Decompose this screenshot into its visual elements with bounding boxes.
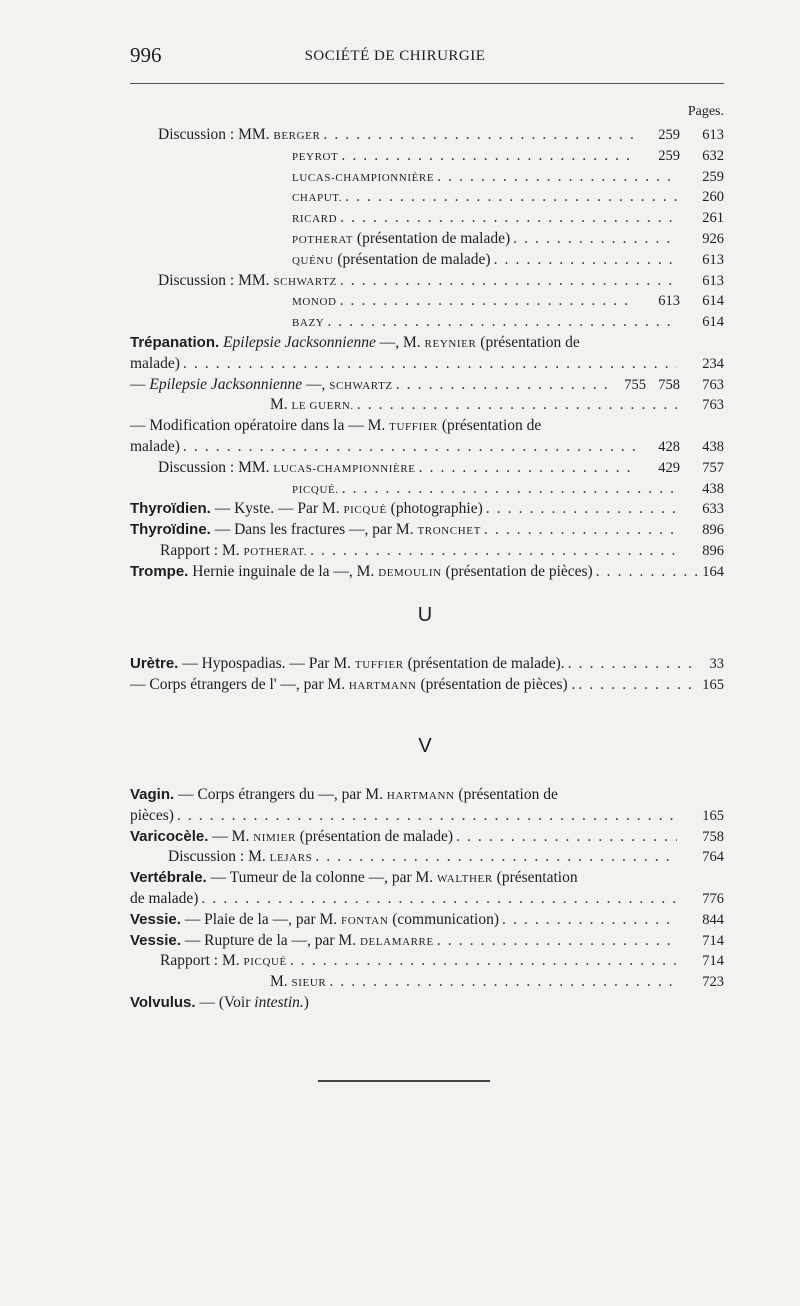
index-row: PEYROT . . . 259 632 bbox=[130, 147, 724, 168]
index-row: Volvulus. — (Voir intestin.) bbox=[130, 993, 309, 1011]
header-rule bbox=[130, 83, 724, 84]
index-row: PICQUÉ. . . . 438 bbox=[130, 480, 724, 501]
end-rule bbox=[318, 1080, 490, 1082]
index-row: — Epilepsie Jacksonnienne —, SCHWARTZ . . . 755 758 763 bbox=[130, 376, 724, 397]
index-row: malade) . . . 428 438 bbox=[130, 438, 724, 459]
index-row: Rapport : M. PICQUÉ . . . 714 bbox=[130, 952, 724, 973]
index-row: — Modification opératoire dans la — M. TUFFIER (présentation de bbox=[130, 417, 542, 435]
section-letter-v: V bbox=[418, 735, 432, 757]
index-row: Thyroïdine. — Dans les fractures —, par M. TRONCHET . . . 896 bbox=[130, 521, 724, 542]
index-row: — Corps étrangers de l' —, par M. HARTMANN (présentation de pièces) . . . . 165 bbox=[130, 676, 724, 697]
index-row: BAZY . . . 614 bbox=[130, 313, 724, 334]
index-row: RICARD . . . 261 bbox=[130, 209, 724, 230]
index-row: Vertébrale. — Tumeur de la colonne —, par M. WALTHER (présentation bbox=[130, 869, 578, 887]
index-row: Rapport : M. POTHERAT. . . . 896 bbox=[130, 542, 724, 563]
index-row: M. LE GUERN. . . . 763 bbox=[130, 396, 724, 417]
index-row: pièces) . . . 165 bbox=[130, 807, 724, 828]
index-row: Vessie. — Plaie de la —, par M. FONTAN (communication) . . . 844 bbox=[130, 911, 724, 932]
index-row: Urètre. — Hypospadias. — Par M. TUFFIER (présentation de malade). . . . 33 bbox=[130, 655, 724, 676]
index-row: Varicocèle. — M. NIMIER (présentation de malade) . . . 758 bbox=[130, 828, 724, 849]
section-letter-u: U bbox=[417, 604, 433, 626]
index-row: de malade) . . . 776 bbox=[130, 890, 724, 911]
index-row: CHAPUT. . . . 260 bbox=[130, 188, 724, 209]
trepanation-heading: Trépanation. Epilepsie Jacksonnienne —, M. REYNIER (présentation de bbox=[130, 333, 580, 351]
index-row: QUÉNU (présentation de malade) . . . 613 bbox=[130, 251, 724, 272]
index-row: Thyroïdien. — Kyste. — Par M. PICQUÉ (photographie) . . . 633 bbox=[130, 500, 724, 521]
index-row: LUCAS-CHAMPIONNIÈRE . . . 259 bbox=[130, 168, 724, 189]
index-row: Discussion : MM. SCHWARTZ . . . 613 bbox=[130, 272, 724, 293]
index-row: Discussion : MM. BERGER . . . 259 613 bbox=[130, 126, 724, 147]
running-title: SOCIÉTÉ DE CHIRURGIE bbox=[304, 48, 486, 64]
u-entries bbox=[130, 655, 724, 697]
index-row: Vagin. — Corps étrangers du —, par M. HARTMANN (présentation de bbox=[130, 786, 558, 803]
index-row: Discussion : MM. LUCAS-CHAMPIONNIÈRE . . . 429 757 bbox=[130, 459, 724, 480]
index-row: Trompe. Hernie inguinale de la —, M. DEMOULIN (présentation de pièces) . . . 164 bbox=[130, 563, 724, 584]
index-entries bbox=[130, 126, 724, 584]
index-row: malade) . . . 234 bbox=[130, 355, 724, 376]
index-row: Discussion : M. LEJARS . . . 764 bbox=[130, 848, 724, 869]
page-number: 996 bbox=[130, 43, 162, 67]
index-row: MONOD . . . 613 614 bbox=[130, 292, 724, 313]
index-row: POTHERAT (présentation de malade) . . . 926 bbox=[130, 230, 724, 251]
v-entries bbox=[130, 786, 724, 1015]
index-row: M. SIEUR . . . 723 bbox=[130, 973, 724, 994]
index-row: Vessie. — Rupture de la —, par M. DELAMARRE . . . 714 bbox=[130, 932, 724, 953]
pages-column-label: Pages. bbox=[687, 104, 724, 119]
